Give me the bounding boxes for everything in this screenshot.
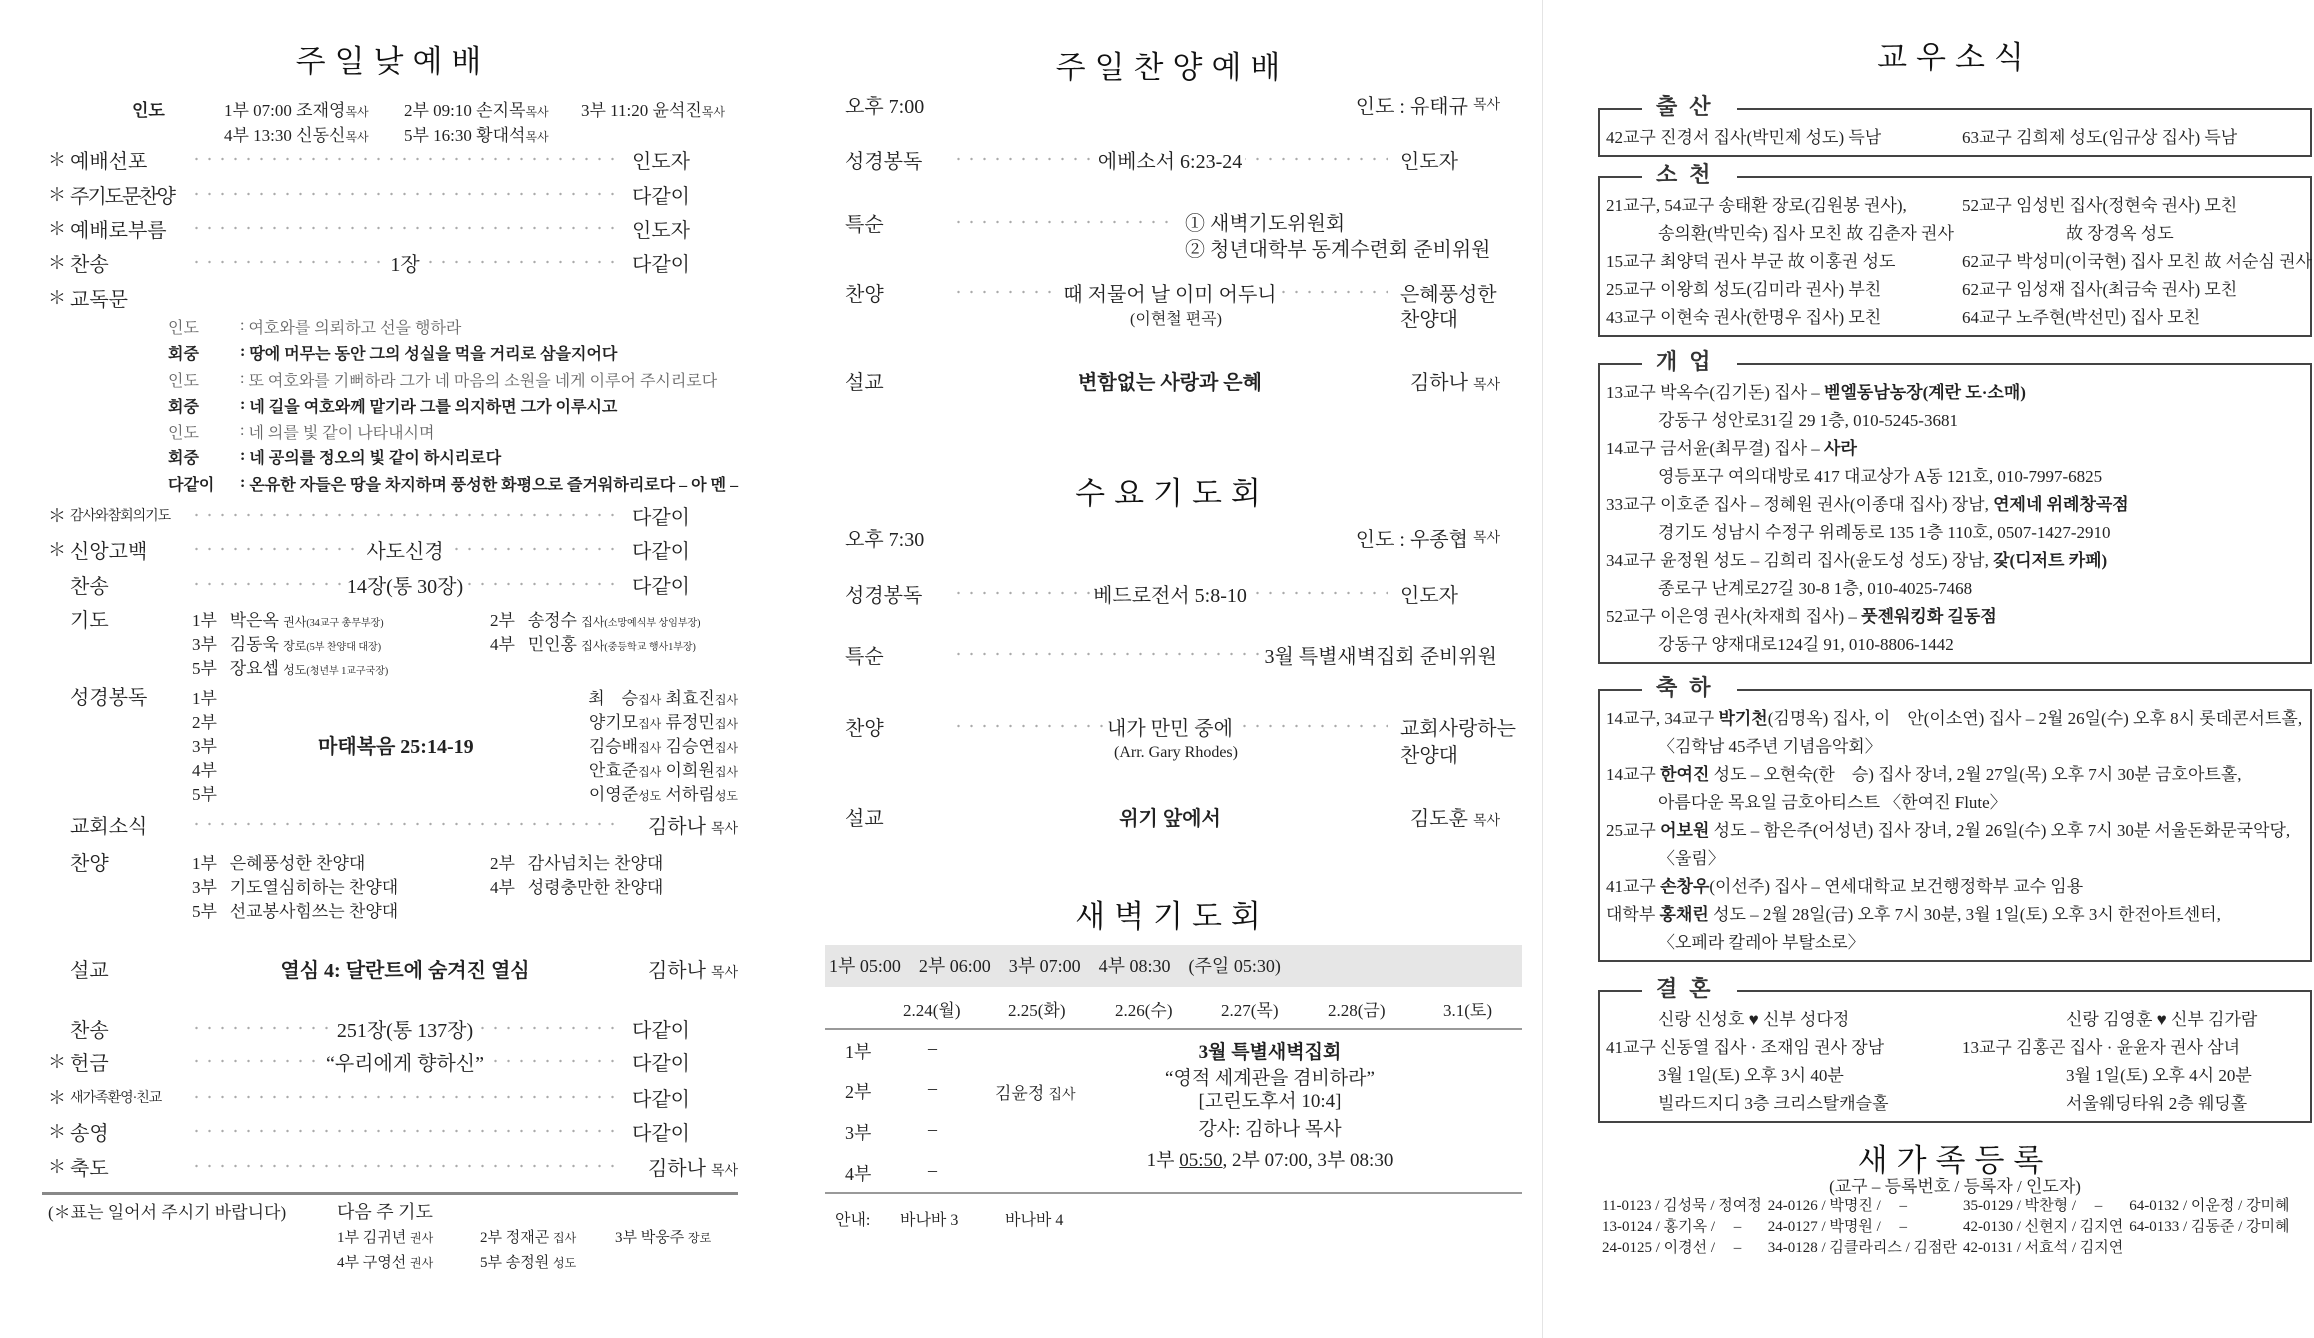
praise-service-title: 주일찬양예배 (1055, 50, 1290, 85)
congrats-entry: 14교구 한여진 성도 – 오현숙(한 승) 집사 장녀, 2월 27일(목) 오후 7시 30분 금호아트홀, 아름다운 목요일 금호아티스트 〈한여진 Flute〉 (1606, 765, 2242, 812)
new-family-title: 새가족등록 (1857, 1143, 2053, 1178)
reading-line: 인도 : 또 여호와를 기뻐하라 그가 네 마음의 소원을 네게 이루어 주시리로다 (168, 370, 718, 390)
order-anthem: 찬양 (70, 852, 109, 875)
dawn-title: 새벽기도회 (1075, 899, 1270, 934)
dawn-table-line (825, 1028, 1522, 1030)
order-lords-prayer: ＊ 주기도문찬양 다같이 (48, 179, 738, 209)
reader-row: 5부 이영준성도 서하림성도 (192, 785, 738, 804)
new-family-row: 11-0123 / 김성묵 / 정여정 24-0126 / 박명진 / – 35-0129 / 박찬형 / – 64-0132 / 이운정 / 강미혜 (1602, 1198, 2290, 1214)
congrats-box (1598, 675, 2312, 962)
wednesday-scripture: 성경봉독 베드로전서 5:8-10 인도자 (845, 578, 1500, 608)
wednesday-anthem: 찬양 내가 만민 중에 교회사랑하는 (845, 711, 1500, 741)
order-declaration: ＊ 예배선포 인도자 (48, 144, 738, 174)
order-offering: ＊ 헌금 “우리에게 향하신” 다같이 (48, 1046, 738, 1076)
sunday-service-column: 주일낮예배 인도 1부 07:00 조재영목사 2부 09:10 손지목목사 3부 11:20 윤석진목사 4부 13:30 신동신목사 5부 16:30 황대석목사 ＊ 예배선포 인도자 ＊ 주기도문찬양 다같이 ＊ 예배로부름 인도자 ＊ 찬송 1장 다같이 ＊ 교독문 인도 : 여호와를 의뢰하고 선을 행하라 회중 : 땅에 머무는 동안 그의 성실을 먹을 거리로 삼을지어다 인도 : 또 여호와를 기뻐하라 그가 네 마음의 소원을 네게 이루어 주시리로다 회중 : 네 길을 여호와께 맡기라 그를 의지하면 그가 이루시고 인도 : 네 의를 빛 같이 나타내시며 회중 : 네 공의를 정오의 빛 같이 하시리로다 다같이 : 온유한 자들은 땅을 차지하며 풍성한 화평으로 즐거워하리로다 – 아 멘 – ＊ 감사와참회의기도 다같이 ＊ 신앙고백 사도신경 다같이 찬송 14장(통 30장) 다같이 기도 1부 박은옥 권사(34교구 총무부장) 2부 송정수 집사(소망예식부 상임부장) 3부 김동욱 장로(5부 찬양대 대장) 4부 민인홍 집사(중등학교 행사1부장) 5부 장요셉 성도(청년부 1교구국장) 성경봉독 마태복음 25:14-19 1부 최 승집사 최효진집사 2부 양기모집사 류정민집사 3부 김승배집사 김승연집사 4부 안효준집사 이희원집사 5부 이영준성도 서하림성도 교회소식 김하나 목사 찬양 1부 은혜풍성한 찬양대 2부 감사넘치는 찬양대 3부 기도열심히하는 찬양대 4부 성령충만한 찬양대 5부 선교봉사힘쓰는 찬양대 설교 열심 4: 달란트에 숨겨진 열심 김하나 목사 찬송 251장(통 137장) 다같이 ＊ 헌금 “우리에게 향하신” 다같이 ＊ 새가족환영·친교 다같이 ＊ 송영 다같이 ＊ 축도 김하나 목사 (＊표는 일어서 주시기 바랍니다) 다음 주 기도 1부 김귀년 권사 2부 정재곤 집사 3부 박웅주 장로 4부 구영선 권사 5부 송정원 성도 (48, 0, 738, 1338)
next-week-label: 다음 주 기도 (337, 1202, 433, 1222)
reader-row: 4부 안효준집사 이희원집사 (192, 761, 738, 780)
news-column (1598, 0, 2312, 1338)
praise-time-row: 오후 7:00 인도 : 유태규 목사 (845, 95, 1500, 118)
reading-line: 인도 : 여호와를 의뢰하고 선을 행하라 (168, 317, 462, 337)
congrats-entry: 대학부 홍채린 성도 – 2월 28일(금) 오후 7시 30분, 3월 1일(토) 오후 3시 한전아트센터, 〈오페라 칼레아 부탈소로〉 (1606, 905, 2221, 952)
praise-special: 특순 (845, 207, 1500, 237)
reading-line: 회중 : 네 길을 여호와께 맡기라 그를 의지하면 그가 이루시고 (168, 396, 618, 416)
column-separator (1542, 0, 1543, 1338)
praise-anthem: 찬양 때 저물어 날 이미 어두니 은혜풍성한 (845, 277, 1500, 307)
new-family-row: 13-0124 / 홍기옥 / – 24-0127 / 박명원 / – 42-0130 / 신현지 / 김지연 64-0133 / 김동준 / 강미혜 (1602, 1219, 2290, 1235)
wednesday-title: 수요기도회 (1075, 476, 1270, 511)
reading-line: 회중 : 네 공의를 정오의 빛 같이 하시리로다 (168, 447, 502, 467)
middle-column: 주일찬양예배 오후 7:00 인도 : 유태규 목사 성경봉독 에베소서 6:23-24 인도자 특순 ① 새벽기도위원회 ② 청년대학부 동계수련회 준비위원 찬양 때 저물어 날 이미 어두니 은혜풍성한 (이현철 편곡) 찬양대 설교 변함없는 사랑과 은혜 김하나 목사 수요기도회 오후 7:30 인도 : 우종협 목사 성경봉독 베드로전서 5:8-10 인도자 특순 3월 특별새벽집회 준비위원 찬양 내가 만민 중에 교회사랑하는 (Arr. Gary Rhodes) 찬양대 설교 위기 앞에서 김도훈 목사 새벽기도회 1부 05:00 2부 06:00 3부 07:00 4부 08:30 (주일 05:30) 2.24(월) 2.25(화) 2.26(수) 2.27(목) 2.28(금) 3.1(토) 1부 – 2부 – 3부 – 4부 – 김윤정 집사 3월 특별새벽집회 “영적 세계관을 겸비하라” [고린도후서 10:4] 강사: 김하나 목사 1부 05:50, 2부 07:00, 3부 08:30 안내: 바나바 3 바나바 4 (845, 0, 1500, 1338)
service-3: 3부 11:20 윤석진목사 (581, 100, 725, 120)
wedding-box: 결혼 신랑 신성호 ♥ 신부 성다정 신랑 김영훈 ♥ 신부 김가람 41교구 신동열 집사 · 조재임 권사 장남 13교구 김홍곤 집사 · 윤윤자 권사 삼녀 3월 1일(토) 오후 3시 40분 3월 1일(토) 오후 4시 20분 빌라드지디 3층 크리스탈캐슬홀 서울웨딩타워 2층 웨딩홀 (1598, 990, 2312, 1123)
wednesday-special: 특순 3월 특별새벽집회 준비위원 (845, 639, 1500, 669)
order-scripture: 성경봉독 (70, 686, 148, 709)
order-church-news: 교회소식 김하나 목사 (48, 809, 738, 839)
order-hymn-1: ＊ 찬송 1장 다같이 (48, 247, 738, 277)
reader-row: 2부 양기모집사 류정민집사 (192, 713, 738, 732)
opening-entry: 52교구 이은영 권사(차재희 집사) – 풋젠워킹화 길동점 강동구 양재대로124길 91, 010-8806-1442 (1606, 607, 1997, 654)
service-1: 1부 07:00 조재영목사 (224, 100, 369, 120)
dawn-times-band: 1부 05:00 2부 06:00 3부 07:00 4부 08:30 (주일 05:30) (825, 945, 1522, 987)
new-family-row: 24-0125 / 이경선 / – 34-0128 / 김클라리스 / 김점란 42-0131 / 서효석 / 김지연 (1602, 1240, 2124, 1256)
opening-entry: 13교구 박옥수(김기돈) 집사 – 벧엘동남농장(계란 도·소매) 강동구 성안로31길 29 1층, 010-5245-3681 (1606, 383, 2026, 430)
dawn-table-bottom (825, 1192, 1522, 1194)
order-responsive-reading: ＊ 교독문 (48, 288, 128, 311)
praise-special-items: ① 새벽기도위원회 ② 청년대학부 동계수련회 준비위원 (1185, 213, 1491, 261)
service-4: 4부 13:30 신동신목사 (224, 125, 369, 145)
reading-line: 회중 : 땅에 머무는 동안 그의 성실을 먹을 거리로 삼을지어다 (168, 343, 618, 363)
order-call-to-worship: ＊ 예배로부름 인도자 (48, 213, 738, 243)
birth-header: 출산 (1642, 92, 1737, 122)
order-hymn-3: 찬송 251장(통 137장) 다같이 (48, 1013, 738, 1043)
wedding-header: 결혼 (1642, 974, 1737, 1004)
opening-entry: 14교구 금서윤(최무결) 집사 – 사라 영등포구 여의대방로 417 대교상가 A동 121호, 010-7997-6825 (1606, 439, 2103, 486)
order-doxology: ＊ 송영 다같이 (48, 1116, 738, 1146)
opening-entry: 34교구 윤정원 성도 – 김희리 집사(윤도성 성도) 장남, 갗(디저트 카페) 종로구 난계로27길 30-8 1층, 010-4025-7468 (1606, 551, 2108, 598)
service-5: 5부 16:30 황대석목사 (404, 125, 549, 145)
stand-note: (＊표는 일어서 주시기 바랍니다) (48, 1203, 287, 1222)
congrats-entry: 14교구, 34교구 박기천(김명옥) 집사, 이 안(이소연) 집사 – 2월 26일(수) 오후 8시 롯데콘서트홀, 〈김학남 45주년 기념음악회〉 (1606, 709, 2303, 756)
congrats-header: 축하 (1642, 673, 1737, 703)
order-benediction: ＊ 축도 김하나 목사 (48, 1151, 738, 1181)
order-prayer: 기도 (70, 609, 109, 632)
congrats-entry: 25교구 어보원 성도 – 함은주(어성년) 집사 장녀, 2월 26일(수) 오후 7시 30분 서울돈화문국악당, 〈울림〉 (1606, 821, 2291, 868)
order-confession: ＊ 감사와참회의기도 다같이 (48, 500, 738, 530)
wednesday-sermon: 설교 위기 앞에서 김도훈 목사 (845, 801, 1500, 831)
special-dawn-meeting: 3월 특별새벽집회 “영적 세계관을 겸비하라” [고린도후서 10:4] 강사: 김하나 목사 1부 05:50, 2부 07:00, 3부 08:30 (1146, 1042, 1394, 1171)
reading-line: 인도 : 네 의를 빛 같이 나타내시며 (168, 422, 435, 442)
service-2: 2부 09:10 손지목목사 (404, 100, 549, 120)
order-welcome: ＊ 새가족환영·친교 다같이 (48, 1082, 738, 1112)
order-hymn-2: 찬송 14장(통 30장) 다같이 (48, 569, 738, 599)
scripture-readers (48, 684, 738, 804)
sunday-service-title: 주일낮예배 (295, 44, 491, 79)
reader-row: 1부 최 승집사 최효진집사 (192, 689, 738, 708)
praise-anthem-sub: (이현철 편곡) 찬양대 (1130, 308, 1458, 331)
opening-box (1598, 349, 2312, 664)
reading-line: 다같이 : 온유한 자들은 땅을 차지하며 풍성한 화평으로 즐거워하리로다 – 아 멘 – (168, 474, 739, 494)
news-title: 교우소식 (1877, 40, 2033, 75)
opening-entry: 33교구 이호준 집사 – 정혜원 권사(이종대 집사) 장남, 연제네 위례창곡점 경기도 성남시 수정구 위례동로 135 1층 110호, 0507-1427-2910 (1606, 495, 2129, 542)
divider (42, 1192, 738, 1195)
order-creed: ＊ 신앙고백 사도신경 다같이 (48, 534, 738, 564)
opening-header: 개업 (1642, 347, 1737, 377)
order-sermon: 설교 열심 4: 달란트에 숨겨진 열심 김하나 목사 (48, 953, 738, 983)
new-family-subtitle: (교구 – 등록번호 / 등록자 / 인도자) (1829, 1177, 2081, 1196)
leader-label: 인도 (132, 100, 165, 120)
praise-sermon: 설교 변함없는 사랑과 은혜 김하나 목사 (845, 365, 1500, 395)
wednesday-anthem-sub: (Arr. Gary Rhodes) 찬양대 (1114, 744, 1458, 767)
death-header: 소천 (1642, 160, 1737, 190)
new-family-table (1602, 1196, 2296, 1259)
scripture-passage: 마태복음 25:14-19 (318, 736, 474, 758)
praise-scripture: 성경봉독 에베소서 6:23-24 인도자 (845, 144, 1500, 174)
reader-row: 3부 김승배집사 김승연집사 (192, 737, 738, 756)
death-box: 소천 21교구, 54교구 송태환 장로(김원봉 권사), 52교구 임성빈 집사(정현숙 권사) 모친 송의환(박민숙) 집사 모친 故 김춘자 권사 故 장경옥 성도 15교구 최양덕 권사 부군 故 이홍권 성도 62교구 박성미(이국현) 집사 모친 故 서순심 권사 25교구 이왕희 성도(김미라 권사) 부친 62교구 임성재 집사(최금숙 권사) 모친 43교구 이현숙 권사(한명우 집사) 모친 64교구 노주현(박선민) 집사 모친 (1598, 176, 2312, 337)
wednesday-time-row: 오후 7:30 인도 : 우종협 목사 (845, 528, 1500, 551)
congrats-entry: 41교구 손창우(이선주) 집사 – 연세대학교 보건행정학부 교수 임용 (1606, 877, 2084, 896)
birth-box: 출산 42교구 진경서 집사(박민제 성도) 득남 63교구 김희제 성도(임규상 집사) 득남 (1598, 108, 2312, 157)
